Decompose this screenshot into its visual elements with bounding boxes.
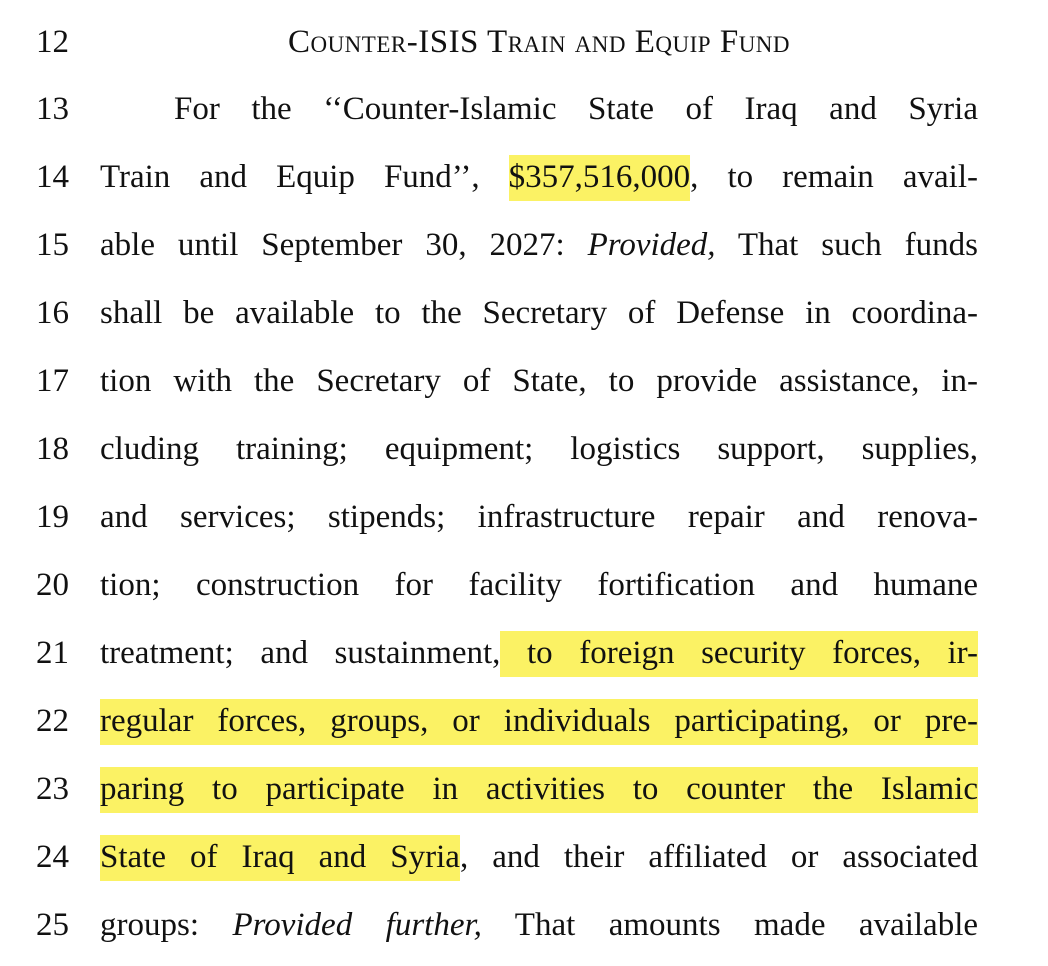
line-text: [100, 691, 978, 751]
text-line-24: [0, 827, 1048, 887]
line-text: [100, 351, 978, 411]
text-segment: tion with the Secretary of State, to provide assistance, in-: [100, 363, 978, 399]
text-line-17: [0, 351, 1048, 411]
text-line-25: [0, 895, 1048, 955]
italic-proviso: Provided further,: [232, 907, 482, 943]
italic-proviso: Provided,: [587, 227, 716, 263]
text-line-15: [0, 215, 1048, 275]
text-segment: able until September 30, 2027:: [100, 227, 588, 263]
line-text: [100, 759, 978, 819]
highlighted-text: regular forces, groups, or individuals participating, or pre-: [100, 699, 978, 745]
text-segment: That such funds: [715, 227, 978, 263]
line-text: [100, 487, 978, 547]
text-segment: , and their affiliated or associated: [459, 839, 979, 875]
line-text: [100, 147, 978, 207]
line-text: [100, 215, 978, 275]
line-number: 19: [36, 499, 69, 535]
text-segment: treatment; and sustainment,: [100, 635, 501, 671]
line-number: 16: [36, 295, 69, 331]
text-line-23: [0, 759, 1048, 819]
section-heading: Counter-ISIS Train and Equip Fund: [287, 24, 791, 60]
line-text: [100, 419, 978, 479]
line-number: 18: [36, 431, 69, 467]
highlighted-text: State of Iraq and Syria: [100, 835, 460, 881]
text-segment: That amounts made available: [481, 907, 979, 943]
text-line-21: [0, 623, 1048, 683]
line-number: 25: [36, 907, 69, 943]
line-text: [174, 79, 978, 139]
line-number: 12: [36, 24, 69, 60]
line-text: [100, 895, 978, 955]
text-segment: and services; stipends; infrastructure repair and renova-: [100, 499, 978, 535]
heading-line: [0, 12, 1048, 72]
text-segment: Train and Equip Fund’’,: [100, 159, 509, 195]
line-text: [100, 283, 978, 343]
highlighted-text: paring to participate in activities to counter the Islamic: [100, 767, 978, 813]
text-line-14: [0, 147, 1048, 207]
highlighted-text: to foreign security forces, ir-: [500, 631, 978, 677]
line-text: [100, 555, 978, 615]
highlighted-amount: $357,516,000: [509, 155, 691, 201]
text-segment: cluding training; equipment; logistics support, supplies,: [100, 431, 978, 467]
text-segment: shall be available to the Secretary of Defense in coordina-: [100, 295, 978, 331]
text-segment: tion; construction for facility fortification and humane: [100, 567, 978, 603]
line-number: 14: [36, 159, 69, 195]
line-number: 15: [36, 227, 69, 263]
text-line-19: [0, 487, 1048, 547]
text-line-16: [0, 283, 1048, 343]
text-line-22: [0, 691, 1048, 751]
line-number: 22: [36, 703, 69, 739]
line-text: [100, 827, 978, 887]
text-segment: , to remain avail-: [690, 159, 978, 195]
text-line-13: [0, 79, 1048, 139]
line-number: 17: [36, 363, 69, 399]
text-line-18: [0, 419, 1048, 479]
text-segment: groups:: [100, 907, 233, 943]
line-number: 20: [36, 567, 69, 603]
line-number: 24: [36, 839, 69, 875]
text-line-20: [0, 555, 1048, 615]
line-number: 23: [36, 771, 69, 807]
line-text: [100, 623, 978, 683]
line-number: 13: [36, 91, 69, 127]
line-number: 21: [36, 635, 69, 671]
text-segment: For the ‘‘Counter-Islamic State of Iraq and Syria: [174, 91, 978, 127]
